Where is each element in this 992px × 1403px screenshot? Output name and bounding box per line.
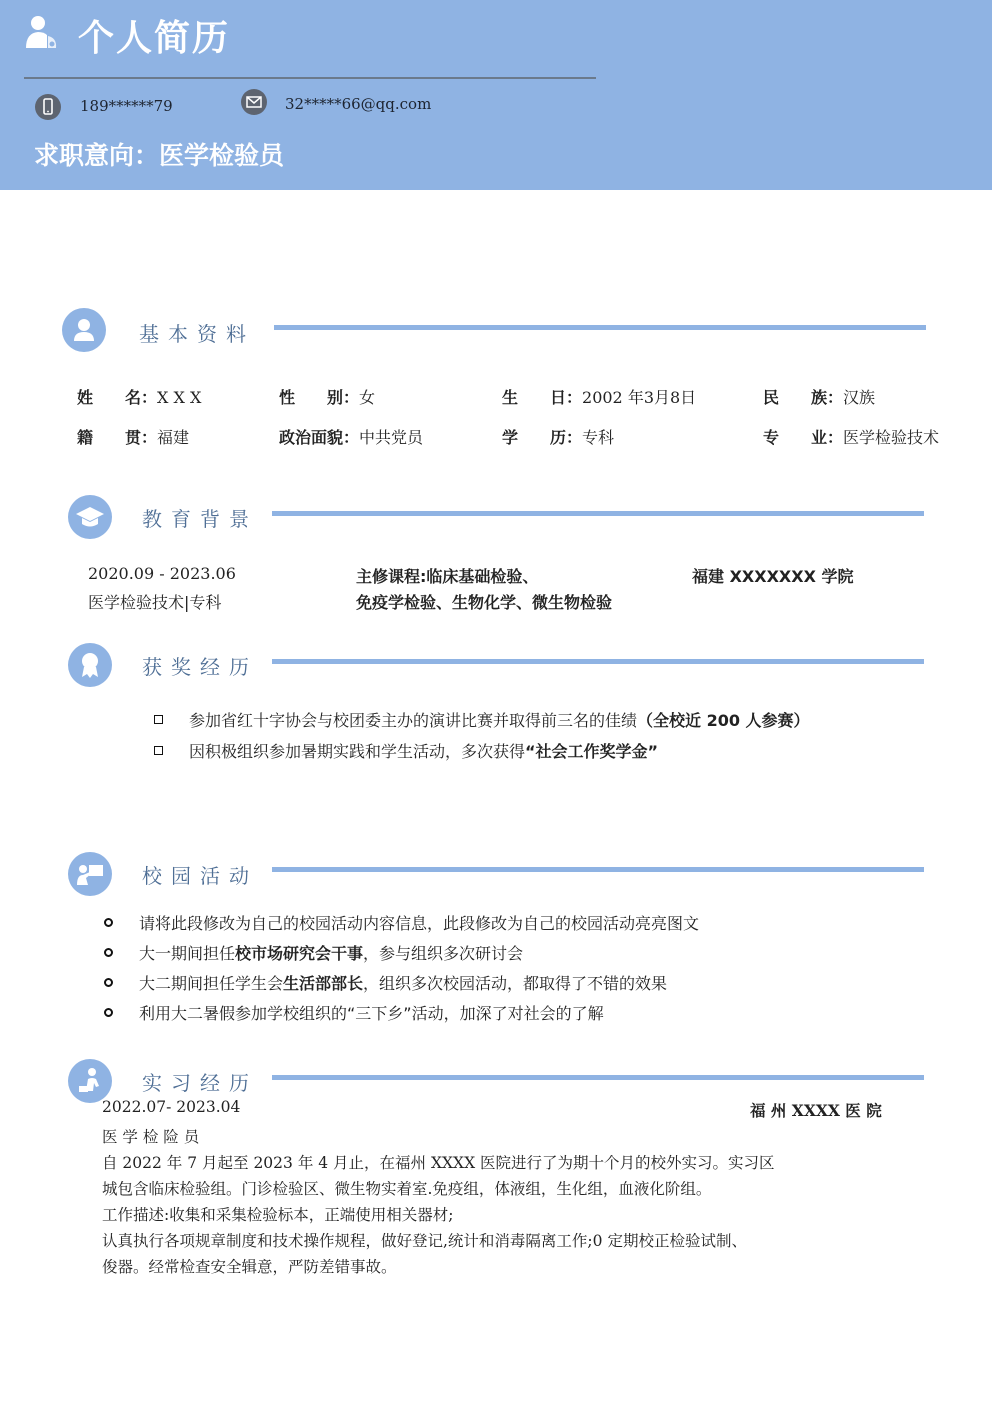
internship-description-line: 俊器。经常检查安全辑意，严防差错事故。 bbox=[102, 1258, 397, 1276]
education-courses-line1: 主修课程:临床基础检验、 bbox=[356, 567, 539, 586]
section-bar-internship bbox=[272, 1075, 924, 1080]
internship-period: 2022.07- 2023.04 bbox=[102, 1098, 241, 1116]
teacher-board-icon bbox=[68, 852, 112, 896]
education-major-degree: 医学检验技术|专科 bbox=[88, 593, 222, 612]
info-birthday: 生 日：2002 年3月8日 bbox=[502, 388, 697, 407]
campus-bullet bbox=[104, 948, 113, 957]
section-bar-education bbox=[272, 511, 924, 516]
email-icon bbox=[241, 89, 267, 115]
internship-hospital: 福 州 XXXX 医 院 bbox=[750, 1101, 882, 1120]
internship-description-line: 自 2022 年 7 月起至 2023 年 4 月止，在福州 XXXX 医院进行了为期十个月的校外实习。实习区 bbox=[102, 1154, 775, 1172]
email-address: 32*****66@qq.com bbox=[285, 95, 432, 113]
education-school: 福建 XXXXXXX 学院 bbox=[692, 567, 854, 586]
section-bar-basic bbox=[274, 325, 926, 330]
section-title-campus: 校园活动 bbox=[142, 864, 258, 888]
info-political-status: 政治面貌：中共党员 bbox=[279, 428, 424, 447]
person-icon bbox=[62, 308, 106, 352]
education-period: 2020.09 - 2023.06 bbox=[88, 564, 236, 583]
user-doctor-icon bbox=[24, 14, 60, 50]
campus-item: 大一期间担任校市场研究会干事，参与组织多次研讨会 bbox=[139, 944, 524, 963]
campus-bullet bbox=[104, 978, 113, 987]
internship-description-line: 认真执行各项规章制度和技术操作规程，做好登记,统计和消毒隔离工作;0 定期校正检验试制、 bbox=[102, 1232, 747, 1250]
award-item: 因积极组织参加暑期实践和学生活动，多次获得“社会工作奖学金” bbox=[189, 742, 659, 761]
job-objective: 求职意向：医学检验员 bbox=[34, 141, 285, 170]
header-divider bbox=[24, 77, 596, 79]
internship-description-line: 城包含临床检验组。门诊检验区、微生物实着室.免疫组，体液组，生化组，血液化阶组。 bbox=[102, 1180, 712, 1198]
campus-bullet bbox=[104, 918, 113, 927]
campus-item: 利用大二暑假参加学校组织的“三下乡”活动，加深了对社会的了解 bbox=[139, 1004, 604, 1023]
award-item: 参加省红十字协会与校团委主办的演讲比赛并取得前三名的佳绩（全校近 200 人参赛） bbox=[189, 711, 810, 730]
section-title-education: 教育背景 bbox=[142, 507, 258, 531]
award-medal-icon bbox=[68, 643, 112, 687]
section-bar-awards bbox=[272, 659, 924, 664]
phone-number: 189******79 bbox=[80, 97, 173, 115]
campus-item: 大二期间担任学生会生活部部长，组织多次校园活动，都取得了不错的效果 bbox=[139, 974, 668, 993]
campus-bullet bbox=[104, 1008, 113, 1017]
info-name: 姓 名：X X X bbox=[77, 388, 202, 407]
info-ethnicity: 民 族：汉族 bbox=[763, 388, 876, 407]
education-courses-line2: 免疫学检验、生物化学、微生物检验 bbox=[356, 593, 613, 612]
internship-role: 医 学 检 险 员 bbox=[102, 1128, 200, 1146]
campus-item: 请将此段修改为自己的校园活动内容信息，此段修改为自己的校园活动亮亮图文 bbox=[139, 914, 700, 933]
info-gender: 性 别：女 bbox=[279, 388, 376, 407]
section-title-awards: 获奖经历 bbox=[142, 655, 258, 679]
award-bullet bbox=[154, 746, 163, 755]
award-bullet bbox=[154, 715, 163, 724]
info-native-place: 籍 贯：福建 bbox=[77, 428, 190, 447]
resume-title: 个人简历 bbox=[78, 18, 231, 59]
info-major: 专 业：医学检验技术 bbox=[763, 428, 940, 447]
section-title-internship: 实习经历 bbox=[142, 1071, 258, 1095]
section-bar-campus bbox=[272, 867, 924, 872]
info-degree: 学 历：专科 bbox=[502, 428, 615, 447]
section-title-basic: 基本资料 bbox=[139, 322, 255, 346]
phone-icon bbox=[35, 94, 61, 120]
graduation-cap-icon bbox=[68, 495, 112, 539]
internship-description-line: 工作描述:收集和采集检验标本，正端使用相关器材; bbox=[102, 1206, 454, 1224]
